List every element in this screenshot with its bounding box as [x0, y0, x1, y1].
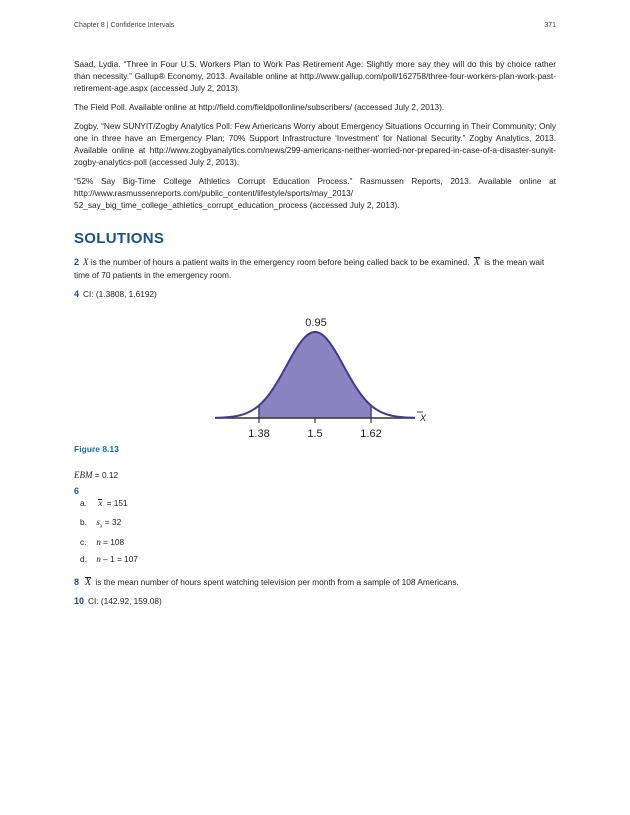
variable-xbar: X	[85, 577, 92, 588]
solution-4	[74, 288, 556, 301]
solution-2	[74, 256, 556, 282]
figure-caption: Figure 8.13	[74, 444, 119, 454]
ebm-variable: EBM	[74, 470, 93, 480]
list-item-text: = 32	[102, 517, 122, 527]
normal-curve-figure	[210, 308, 430, 443]
variable-xbar-lower: x	[98, 498, 103, 508]
ebm-value: = 0.12	[92, 470, 119, 480]
list-item-text: = 108	[100, 537, 125, 547]
reference-entry: Saad, Lydia. “Three in Four U.S. Workers Plan to Work Pas Retirement Age: Slightly more say they will do this by choice rather than necessity.” Gallup® Economy, 2013. Available online at http://www.gallup.com/poll/162758/three-four-workers-plan-work-past-retirement-age.aspx (accessed July 2, 2013).	[74, 59, 556, 93]
tick-label: 1.38	[248, 428, 270, 440]
reference-entry: The Field Poll. Available online at http://field.com/fieldpollonline/subscribers/ (accessed July 2, 2013).	[74, 102, 445, 112]
references-section	[74, 58, 556, 218]
variable-n: n	[96, 554, 101, 564]
list-item-label: d.	[80, 554, 87, 564]
list-item	[80, 498, 128, 508]
solution-text: is the mean wait time of 70 patients in the emergency room.	[74, 257, 545, 280]
area-label: 0.95	[305, 317, 327, 329]
solution-number: 10	[74, 596, 85, 606]
solutions-heading: SOLUTIONS	[74, 230, 165, 247]
shaded-area	[259, 332, 371, 418]
solution-text: is the mean number of hours spent watching television per month from a sample of 108 Americans.	[93, 577, 459, 587]
solution-text: CI: (142.92, 159.08)	[88, 596, 162, 606]
list-item	[80, 554, 138, 564]
variable-s: s	[96, 517, 100, 527]
reference-entry: “52% Say Big-Time College Athletics Corrupt Education Process.” Rasmussen Reports, 2013. Available online at http://www.rasmussenreports.com/public_content/lifestyle/sports/may_2013/ 52_say_big_time_college_athletics_corrupt_education_process (accessed July 2, 2013).	[74, 176, 556, 210]
page-number: 371	[544, 22, 556, 29]
tick-marks	[259, 418, 371, 423]
subscript-x: x	[99, 523, 103, 530]
solution-text: CI: (1.3808, 1.6192)	[83, 289, 157, 299]
list-item-text: – 1 = 107	[100, 554, 138, 564]
solution-10	[74, 595, 556, 608]
list-item	[80, 537, 124, 547]
chapter-title: Chapter 8 | Confidence Intervals	[74, 22, 175, 29]
list-item	[80, 517, 121, 530]
list-item-label: b.	[80, 517, 87, 527]
reference-entry: Zogby. “New SUNYIT/Zogby Analytics Poll: Few Americans Worry about Emergency Situations Occurring in Their Community; Only one in three have an Emergency Plan; 70% Support Infrastructure ‘Investment’ for National Security.” Zogby Analytics, 2013. Available online at http://www.zogbyanalytics.com/news/299-americans-neither-worried-nor-prepared-in-case-of-a-disaster-sunyit-zogby-analytics-poll (accessed July 2, 2013).	[74, 121, 556, 167]
list-item-text: = 151	[104, 498, 128, 508]
solution-number: 8	[74, 577, 80, 587]
solution-number: 6	[74, 486, 80, 496]
solution-number: 2	[74, 257, 80, 267]
variable-x: X	[83, 257, 89, 267]
tick-label: 1.5	[307, 428, 323, 440]
axis-variable-label: X	[420, 413, 427, 423]
solution-6	[74, 485, 556, 498]
tick-label: 1.62	[360, 428, 382, 440]
solution-number: 4	[74, 289, 80, 299]
variable-xbar: X	[473, 257, 480, 268]
solution-8	[74, 576, 556, 589]
variable-n: n	[96, 537, 101, 547]
solution-text: is the number of hours a patient waits in the emergency room before being called back to be examined.	[88, 257, 470, 267]
ebm-line	[74, 469, 556, 482]
list-item-label: c.	[80, 537, 87, 547]
list-item-label: a.	[80, 498, 87, 508]
